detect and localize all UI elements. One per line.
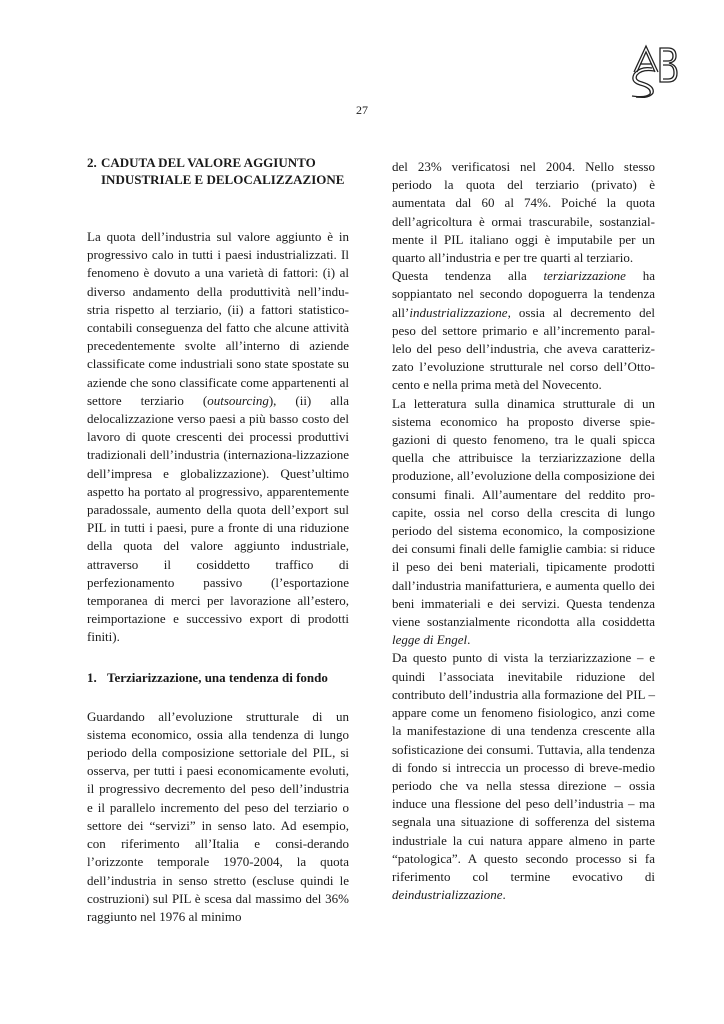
- text-run: La quota dell’industria sul valore aggiunto è in progressivo calo in tutti i paesi industrializzati. Il fenomeno è dovuto a una varietà di fattori: (i) al diverso andamento della produttività nell’indu-stria rispetto al terziario, (ii) a fattori statistico-contabili conseguenza del fatto che alcune attività precedentemente svolte all’interno di aziende classificate come industriali sono state spostate su aziende che sono classificate come appartenenti al settore terziario (: [87, 229, 349, 408]
- paragraph: [87, 228, 349, 647]
- paragraph: Guardando all’evoluzione strutturale di un sistema economico, ossia alla tendenza di lungo periodo della composizione settoriale del PIL, si osserva, per tutti i paesi economicamente evoluti, il progressivo decremento del peso dell’industria e il parallelo incremento del peso del terziario o settore dei “servizi” in senso lato. Ad esempio, con riferimento all’Italia e consi-derando l’orizzonte temporale 1970-2004, la quota dell’industria in senso stretto (escluse quindi le costruzioni) sul PIL è scesa dal massimo del 36% raggiunto nel 1976 al minimo: [87, 708, 349, 924]
- left-column: [87, 154, 349, 926]
- paragraph: [392, 395, 655, 650]
- italic-term: legge di Engel: [392, 632, 468, 648]
- right-column: [392, 158, 655, 904]
- text-run: .: [467, 632, 471, 648]
- text-run: Questa tendenza alla: [392, 268, 544, 284]
- section-title-line1: CADUTA DEL VALORE AGGIUNTO: [101, 155, 316, 170]
- italic-term: industrializzazione,: [409, 304, 511, 320]
- paragraph: [392, 649, 655, 904]
- paragraph: [392, 267, 655, 394]
- asb-logo-icon: [626, 42, 678, 98]
- text-run: La letteratura sulla dinamica strutturale di un sistema economico ha proposto diverse spie-gazioni di questo fenomeno, tra le quali spicca quella che attribuisce la terziarizzazione della produzione, all’evoluzione della composizione dei consumi finali. All’aumentare del reddito pro-capite, ossia nel corso della crescita di lungo periodo del sistema economico, la composizione dei consumi finali delle famiglie cambia: si riduce il peso dei beni materiali, tipicamente prodotti dall’industria manifatturiera, e aumenta quello dei beni immateriali e dei servizi. Questa tendenza viene sostanzialmente ricondotta alla cosiddetta: [392, 395, 655, 630]
- italic-term: deindustrializzazione: [392, 887, 503, 903]
- section-title-line2: INDUSTRIALE E DELOCALIZZAZIONE: [101, 172, 345, 187]
- italic-term: terziarizzazione: [543, 268, 626, 284]
- text-run: ossia al decremento del peso del settore primario e all’incremento paral-lelo del peso dell’industria, che aveva caratteriz-zato l’evoluzione strutturale nel corso dell’Otto-cento e nella prima metà del Novecento.: [392, 304, 655, 393]
- text-run: Da questo punto di vista la terziarizzazione – e quindi l’associata inevitabile riduzione del contributo dell’industria alla formazione del PIL – appare come un fenomeno fisiologico, anzi come la manifestazione di una tendenza crescente alla sofisticazione dei consumi. Tuttavia, alla tendenza di fondo si intreccia un processo di breve-medio periodo che va nella stessa direzione – ossia induce una flessione del peso dell’industria – ma segnala una situazione di sofferenza del sistema industriale la cui natura appare almeno in parte “patologica”. A questo secondo processo si fa riferimento col termine evocativo di: [392, 650, 655, 884]
- italic-term: outsourcing: [207, 392, 269, 408]
- subsection-heading: [87, 669, 349, 686]
- section-number: 2.: [87, 155, 97, 170]
- page-number: 27: [356, 103, 368, 117]
- subsection-number: 1.: [87, 669, 97, 685]
- text-run: ha soppiantato nel secondo dopoguerra la tendenza all’: [392, 268, 655, 320]
- section-heading: [87, 154, 349, 188]
- paragraph: del 23% verificatosi nel 2004. Nello stesso periodo la quota del terziario (privato) è aumentata dal 60 al 74%. Poiché la quota dell’agricoltura è ormai trascurabile, sostanzial-mente il PIL italiano oggi è imputabile per un quarto all’industria e per tre quarti al terziario.: [392, 159, 655, 266]
- subsection-title: Terziarizzazione, una tendenza di fondo: [107, 669, 328, 685]
- text-run: ), (ii) alla delocalizzazione verso paesi a più basso costo del lavoro di quote crescenti dei processi produttivi tradizionali dell’industria (internaziona-lizzazione dell’impresa e globalizzazione). Quest’ultimo aspetto ha portato al progressivo, apparentemente paradossale, aumento della quota dell’export sul PIL in tutti i paesi, pure a fronte di una riduzione della quota del valore aggiunto industriale, attraverso il cosiddetto traffico di perfezionamento passivo (l’esportazione temporanea di merci per lavorazione all’estero, reimportazione e successivo export di prodotti finiti).: [87, 392, 349, 645]
- text-run: .: [502, 887, 506, 903]
